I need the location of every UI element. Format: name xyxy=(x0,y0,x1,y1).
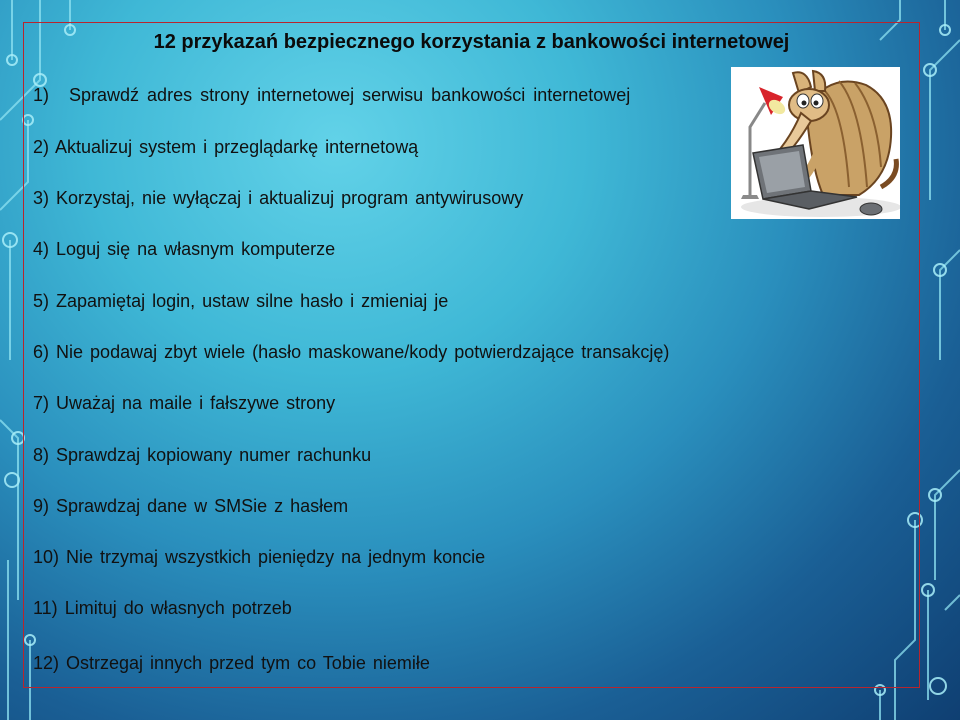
armadillo-at-laptop-icon xyxy=(731,67,900,219)
rule-item-7 xyxy=(33,393,335,414)
rule-number: 2) xyxy=(33,137,50,157)
rule-number: 6) xyxy=(33,342,50,362)
rule-item-6 xyxy=(33,342,669,363)
rule-number: 8) xyxy=(33,445,50,465)
rule-number: 4) xyxy=(33,239,50,259)
rule-text: Sprawdzaj dane w SMSie z hasłem xyxy=(56,496,349,516)
rule-text: Sprawdź adres strony internetowej serwisu bankowości internetowej xyxy=(69,85,631,105)
rule-text: Nie podawaj zbyt wiele (hasło maskowane/kody potwierdzające transakcję) xyxy=(56,342,670,362)
rule-item-5 xyxy=(33,291,448,312)
rule-item-10 xyxy=(33,547,485,568)
rule-text: Nie trzymaj wszystkich pieniędzy na jednym koncie xyxy=(66,547,486,567)
rule-item-3 xyxy=(33,188,523,209)
rule-number: 7) xyxy=(33,393,50,413)
rule-number: 1) xyxy=(33,85,50,105)
slide-title: 12 przykazań bezpiecznego korzystania z bankowości internetowej xyxy=(153,31,790,53)
rule-text: Uważaj na maile i fałszywe strony xyxy=(56,393,336,413)
rule-text: Aktualizuj system i przeglądarkę internetową xyxy=(55,137,419,157)
rule-number: 9) xyxy=(33,496,50,516)
rule-item-11 xyxy=(33,598,292,619)
rule-text: Zapamiętaj login, ustaw silne hasło i zmieniaj je xyxy=(56,291,449,311)
rule-item-4 xyxy=(33,239,335,260)
rule-number: 11) xyxy=(33,598,58,618)
rule-text: Loguj się na własnym komputerze xyxy=(56,239,336,259)
rule-item-1 xyxy=(33,85,630,106)
rule-item-2 xyxy=(33,137,418,158)
armadillo-laptop-illustration xyxy=(731,67,900,219)
rule-number: 5) xyxy=(33,291,50,311)
rule-item-9 xyxy=(33,496,348,517)
rule-item-12 xyxy=(33,653,430,674)
rule-number: 3) xyxy=(33,188,50,208)
rule-text: Ostrzegaj innych przed tym co Tobie niemiłe xyxy=(66,653,430,673)
rule-text: Korzystaj, nie wyłączaj i aktualizuj program antywirusowy xyxy=(56,188,524,208)
rule-number: 10) xyxy=(33,547,60,567)
rule-item-8 xyxy=(33,445,371,466)
rule-text: Limituj do własnych potrzeb xyxy=(64,598,292,618)
rule-number: 12) xyxy=(33,653,60,673)
rule-text: Sprawdzaj kopiowany numer rachunku xyxy=(56,445,372,465)
